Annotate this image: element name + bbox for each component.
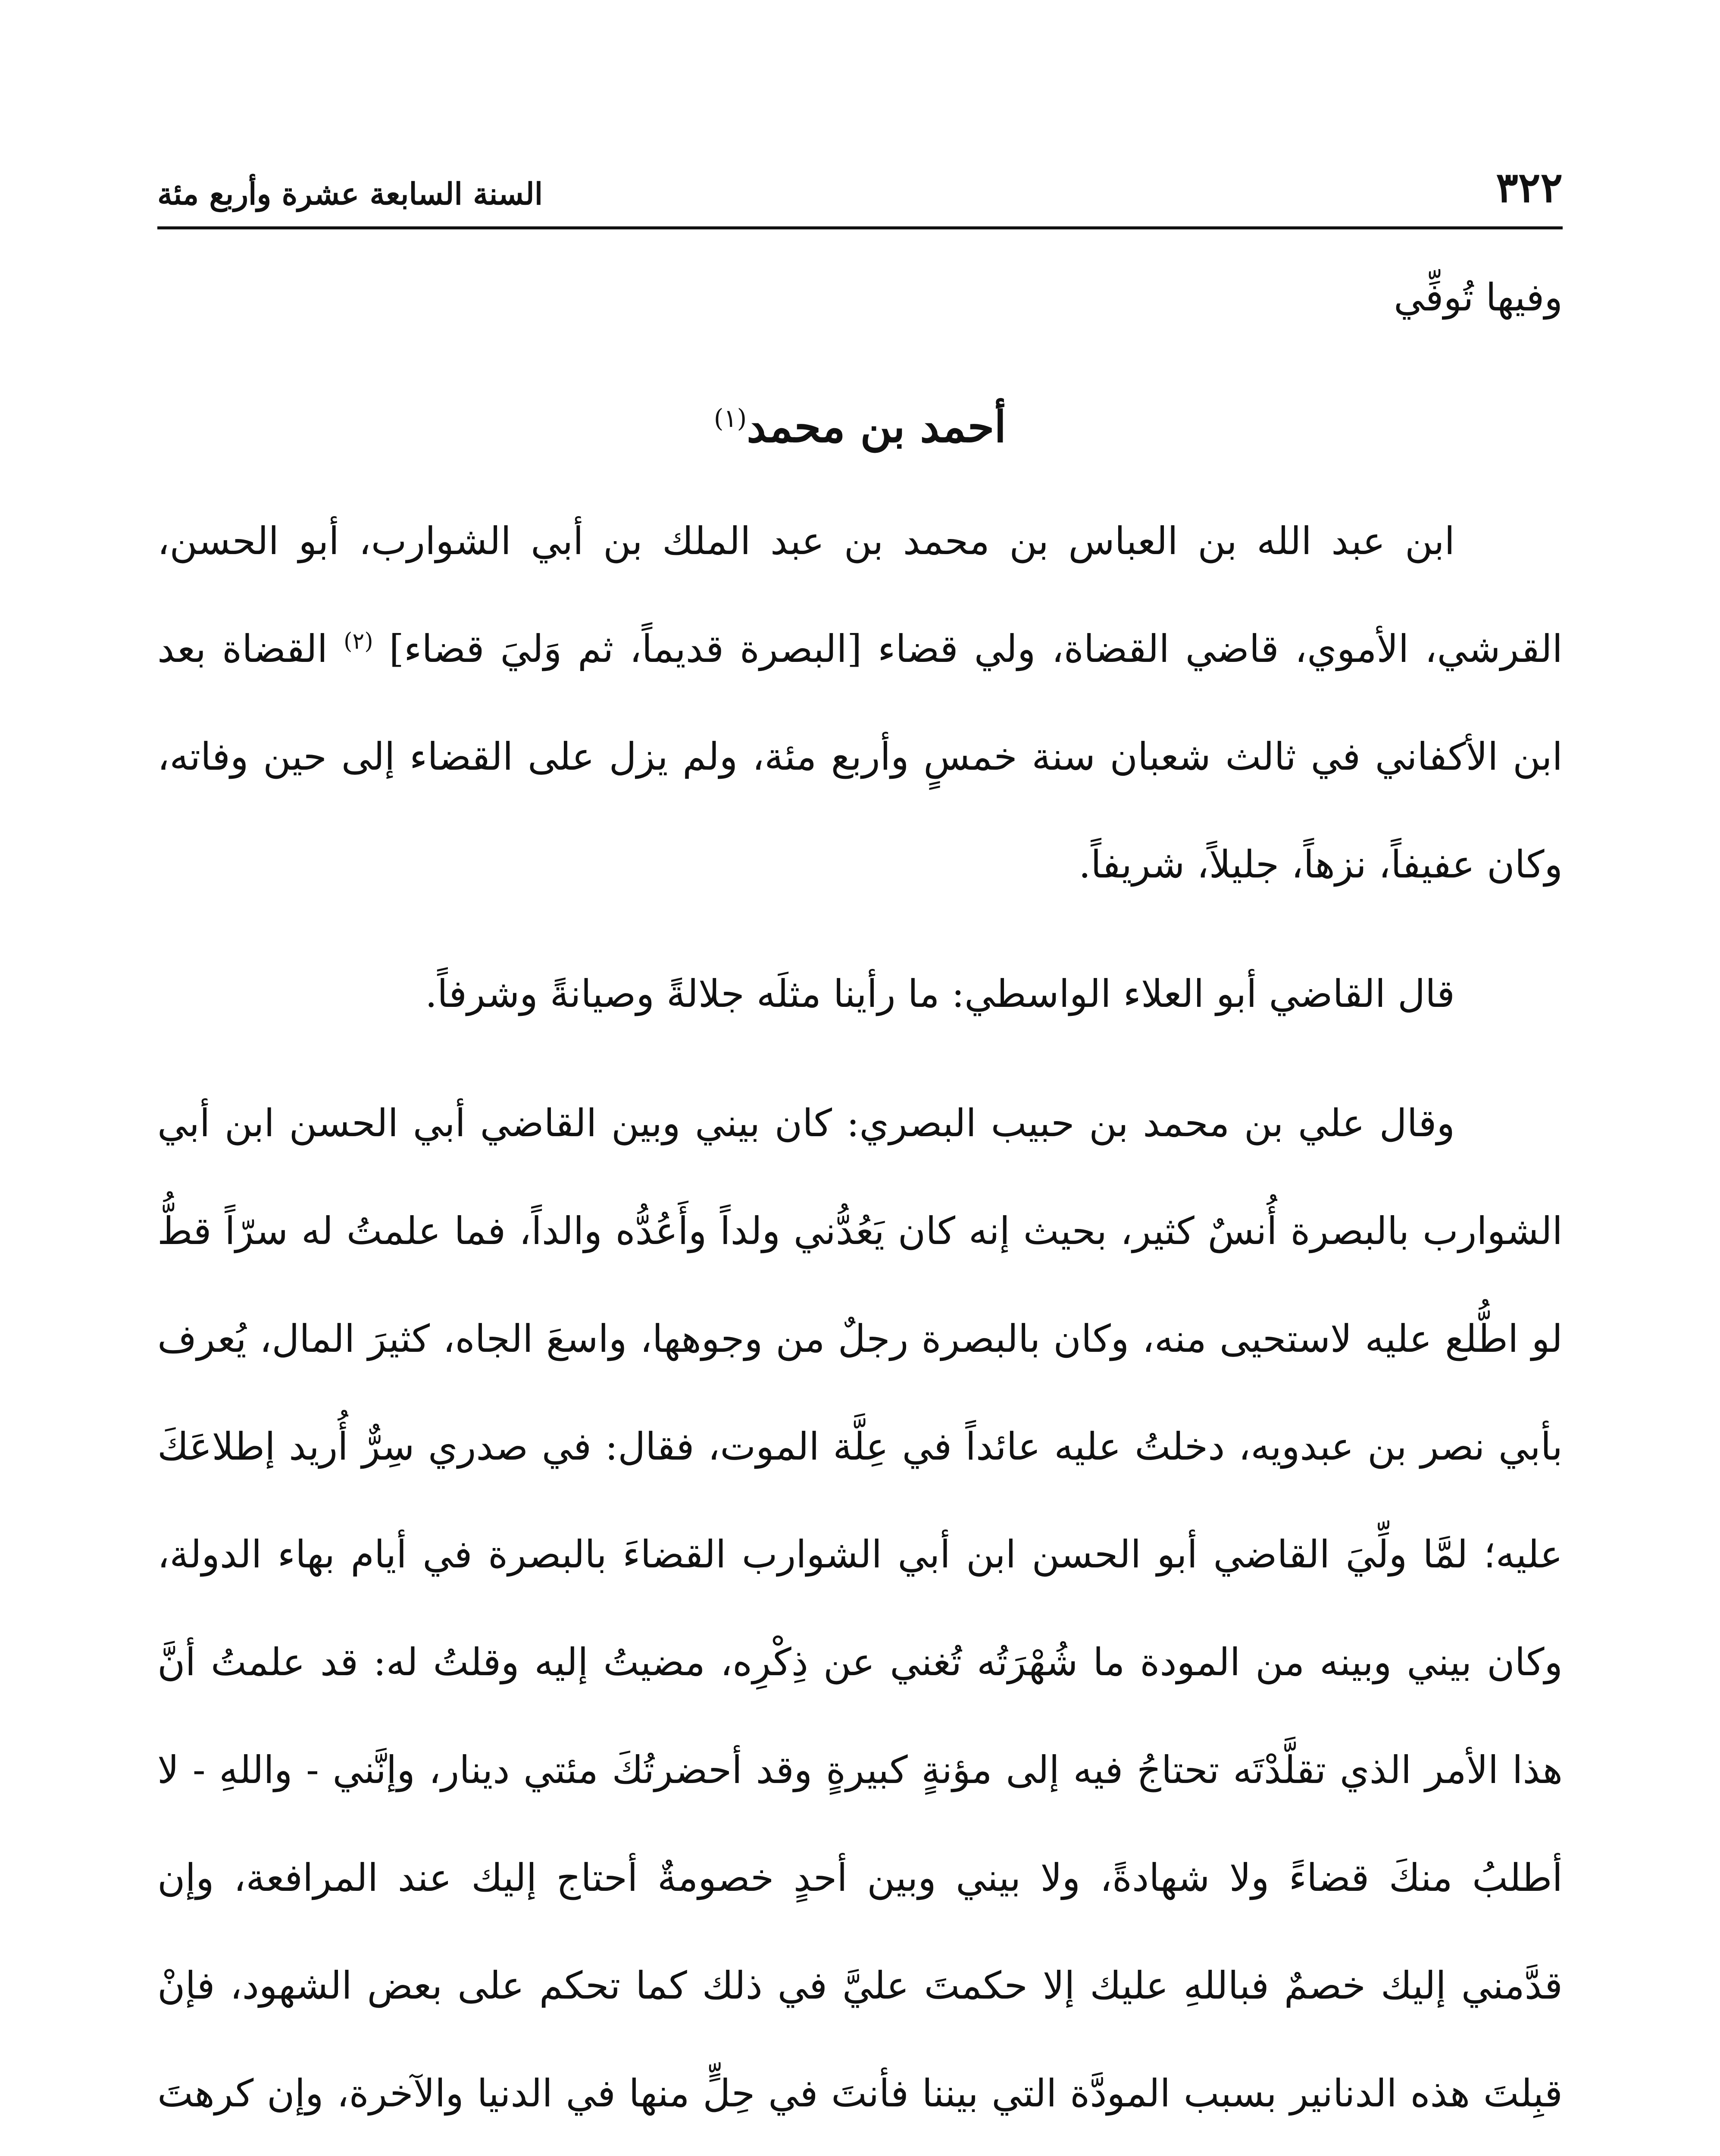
book-page [157, 155, 1563, 2156]
entry-title [157, 379, 1563, 465]
paragraph: قال القاضي أبو العلاء الواسطي: ما رأينا مثلَه جلالةً وصيانةً وشرفاً. [425, 971, 1455, 1016]
body-text [157, 487, 1563, 2156]
running-title: السنة السابعة عشرة وأربع مئة [157, 176, 543, 212]
paragraph-text: القضاة بعد ابن الأكفاني في ثالث شعبان سنة خمسٍ وأربع مئة، ولم يزل على القضاء إلى حين وفاته، وكان عفيفاً، نزهاً، جليلاً، شريفاً. [157, 627, 1563, 887]
footnote-marker: (٢) [344, 628, 373, 655]
header-rule [157, 226, 1563, 229]
entry-footnote-marker: (١) [713, 404, 747, 433]
paragraph [157, 487, 1563, 918]
section-intro: وفيها تُوفِّي [1394, 275, 1563, 320]
entry-name: أحمد بن محمد [747, 401, 1007, 452]
paragraph-text: ابن عبد الله بن العباس بن محمد بن عبد الملك بن أبي الشوارب، أبو الحسن، القرشي، الأموي، قاضي القضاة، ولي قضاء [البصرة قديماً، ثم وَليَ قضاء] [157, 519, 1563, 671]
page-number: ٣٢٢ [1496, 163, 1563, 212]
paragraph: وقال علي بن محمد بن حبيب البصري: كان بيني وبين القاضي أبي الحسن ابن أبي الشوارب بالبصرة أُنسٌ كثير، بحيث إنه كان يَعُدُّني ولداً وأَعُدُّه والداً، فما علمتُ له سرّاً قطُّ لو اطُّلع عليه لاستحيى منه، وكان بالبصرة رجلٌ من وجوهها، واسعَ الجاه، كثيرَ المال، يُعرف بأبي نصر بن عبدويه، دخلتُ عليه عائداً في عِلَّة الموت، فقال: في صدري سِرٌّ أُريد إطلاعَكَ عليه؛ لمَّا ولِّيَ القاضي أبو الحسن ابن أبي الشوارب القضاءَ بالبصرة في أيام بهاء الدولة، وكان بيني وبينه من المودة ما شُهْرَتُه تُغني عن ذِكْرِه، مضيتُ إليه وقلتُ له: قد علمتُ أنَّ هذا الأمر الذي تقلَّدْتَه تحتاجُ فيه إلى مؤنةٍ كبيرةٍ وقد أحضرتُكَ مئتي دينار، وإنَّني - واللهِ - لا أطلبُ منكَ قضاءً ولا شهادةً، ولا بيني وبين أحدٍ خصومةٌ أحتاج إليك عند المرافعة، وإن قدَّمني إليك خصمٌ فباللهِ عليك إلا حكمتَ عليَّ في ذلك كما تحكم على بعض الشهود، فإنْ قبِلتَ هذه الدنانير بسبب المودَّة التي بيننا فأنتَ في حِلٍّ منها في الدنيا والآخرة، وإن كرهتَ [157, 1101, 1563, 2115]
running-header [157, 155, 1563, 241]
